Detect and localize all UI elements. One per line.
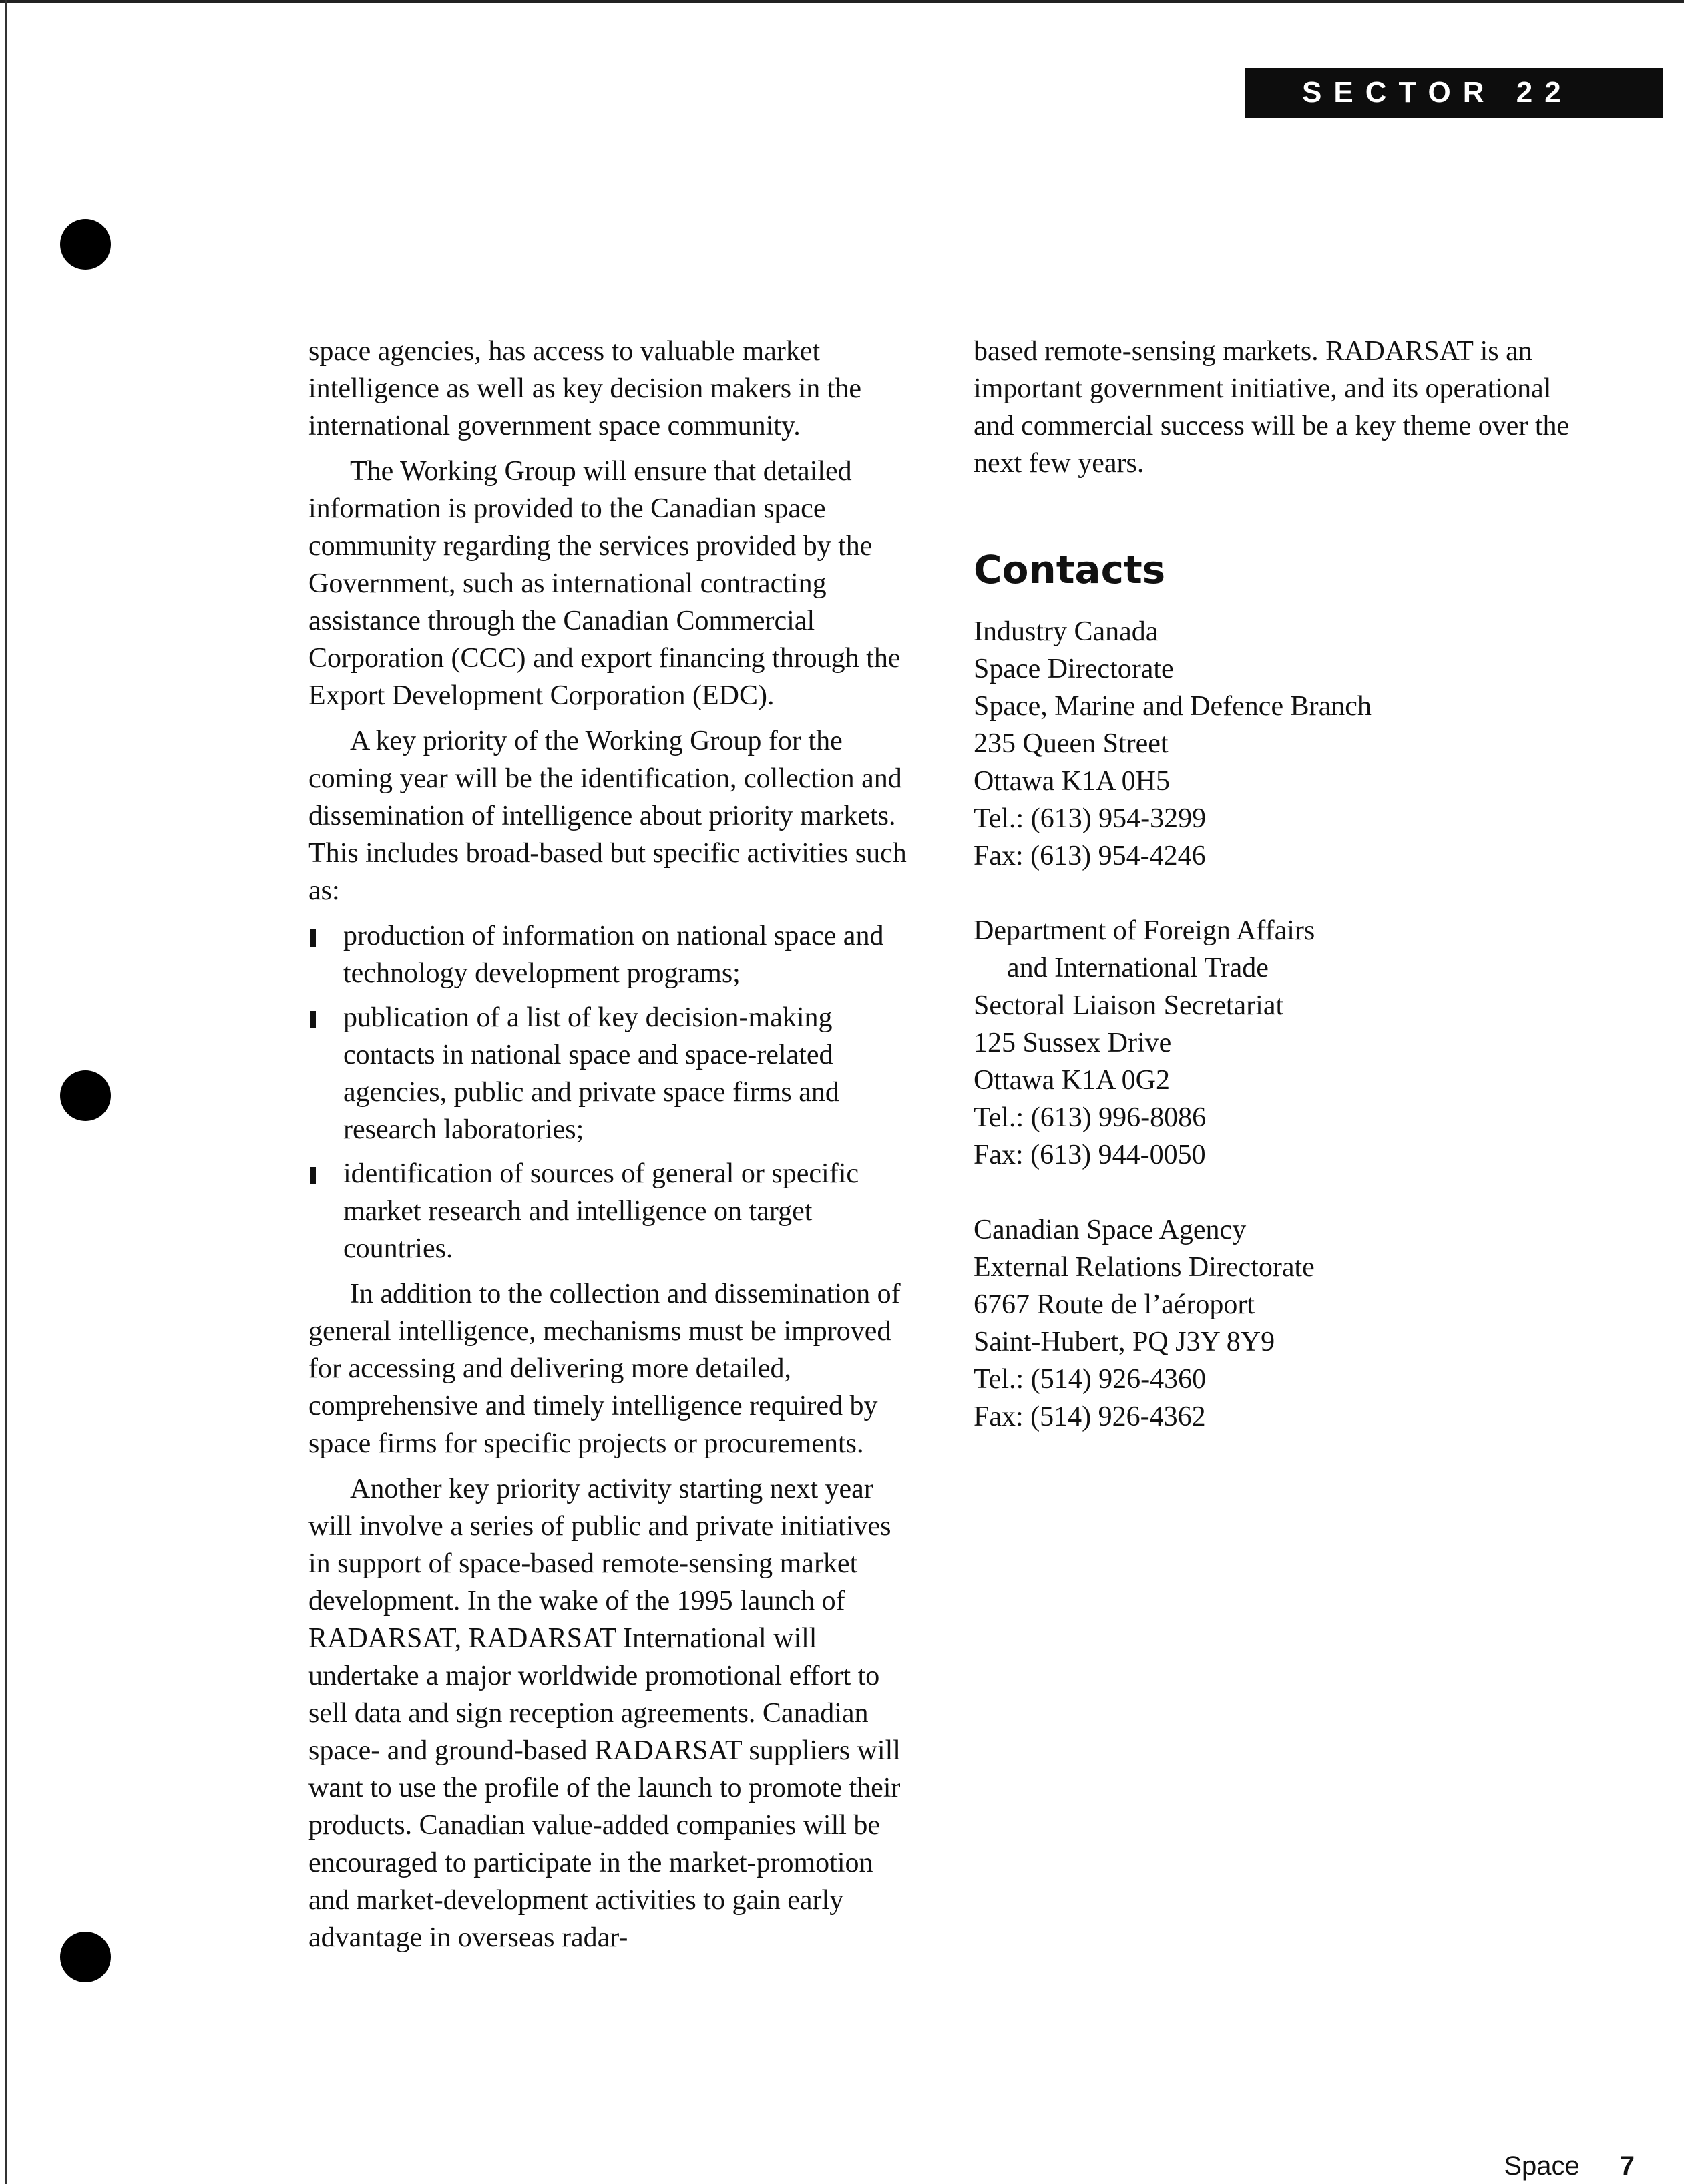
contact-organization: Department of Foreign Affairs [974, 915, 1315, 946]
contact-organization: Canadian Space Agency [974, 1215, 1247, 1245]
contacts-heading: Contacts [974, 547, 1166, 592]
left-border-rule [5, 0, 7, 2184]
contact-city-postal: Saint-Hubert, PQ J3Y 8Y9 [974, 1327, 1275, 1357]
paragraph-mechanisms: In addition to the collection and dissemination of general intelligence, mechanisms must be improved for accessing and delivering more detailed, comprehensive and timely intelligence required by space firms for specific projects or procurements. [308, 1279, 901, 1459]
paragraph-working-group: The Working Group will ensure that detailed information is provided to the Canadian space community regarding the services provided by the Government, such as international contracting assistance through the Canadian Commercial Corporation (CCC) and export financing through the Export Development Corporation (EDC). [308, 456, 901, 711]
contact-street: 125 Sussex Drive [974, 1028, 1172, 1058]
contact-city-postal: Ottawa K1A 0H5 [974, 766, 1170, 797]
sector-banner: SECTOR 22 [1245, 68, 1663, 118]
contact-division: Sectoral Liaison Secretariat [974, 990, 1284, 1021]
contact-fax: Fax: (514) 926-4362 [974, 1401, 1206, 1432]
right-column [974, 333, 1588, 1473]
contact-industry-canada [974, 613, 1588, 875]
contact-foreign-affairs [974, 912, 1588, 1174]
list-item-text: production of information on national space and technology development programs; [343, 921, 884, 989]
paragraph-continued: space agencies, has access to valuable market intelligence as well as key decision makers in the international government space community. [308, 336, 862, 441]
paragraph-key-priority: A key priority of the Working Group for the coming year will be the identification, collection and dissemination of intelligence about priority markets. This includes broad-based but specific activities such as: [308, 726, 907, 906]
contact-division: Space Directorate [974, 654, 1174, 684]
page-footer [1504, 2151, 1635, 2181]
contact-telephone: Tel.: (613) 996-8086 [974, 1102, 1207, 1133]
contact-branch: Space, Marine and Defence Branch [974, 691, 1372, 722]
contact-street: 6767 Route de l’aéroport [974, 1289, 1255, 1320]
bullet-marker [310, 1011, 316, 1028]
contact-organization: Industry Canada [974, 616, 1159, 647]
activity-list [308, 917, 909, 1267]
binder-hole-middle [60, 1070, 111, 1121]
footer-section-name: Space [1504, 2151, 1580, 2181]
list-item-text: identification of sources of general or specific market research and intelligence on target countries. [343, 1158, 859, 1264]
left-column [308, 333, 909, 1964]
bullet-marker [310, 1167, 316, 1184]
contact-fax: Fax: (613) 954-4246 [974, 841, 1206, 871]
paragraph-radarsat: Another key priority activity starting next year will involve a series of public and private initiatives in support of space-based remote-sensing market development. In the wake of the 1995 launch of RADARSAT, RADARSAT International will undertake a major worldwide promotional effort to sell data and sign reception agreements. Canadian space- and ground-based RADARSAT suppliers will want to use the profile of the launch to promote their products. Canadian value-added companies will be encouraged to participate in the market-promotion and market-development activities to gain early advantage in overseas radar- [308, 1474, 901, 1953]
paragraph-radarsat-continued: based remote-sensing markets. RADARSAT is an important government initiative, and its operational and commercial success will be a key theme over the next few years. [974, 336, 1570, 479]
contact-telephone: Tel.: (514) 926-4360 [974, 1364, 1207, 1395]
top-border-rule [0, 0, 1684, 3]
list-item [308, 917, 909, 992]
contact-space-agency [974, 1211, 1588, 1436]
binder-hole-top [60, 219, 111, 270]
page-number: 7 [1619, 2151, 1635, 2181]
contact-city-postal: Ottawa K1A 0G2 [974, 1065, 1170, 1096]
contact-street: 235 Queen Street [974, 728, 1169, 759]
bullet-marker [310, 929, 316, 947]
list-item-text: publication of a list of key decision-making contacts in national space and space-related agencies, public and private space firms and research laboratories; [343, 1002, 839, 1145]
contact-telephone: Tel.: (613) 954-3299 [974, 803, 1207, 834]
contact-organization-continued: and International Trade [1007, 953, 1269, 984]
contact-fax: Fax: (613) 944-0050 [974, 1140, 1206, 1170]
contact-division: External Relations Directorate [974, 1252, 1315, 1283]
list-item [308, 1155, 909, 1267]
binder-hole-bottom [60, 1932, 111, 1982]
list-item [308, 999, 909, 1148]
